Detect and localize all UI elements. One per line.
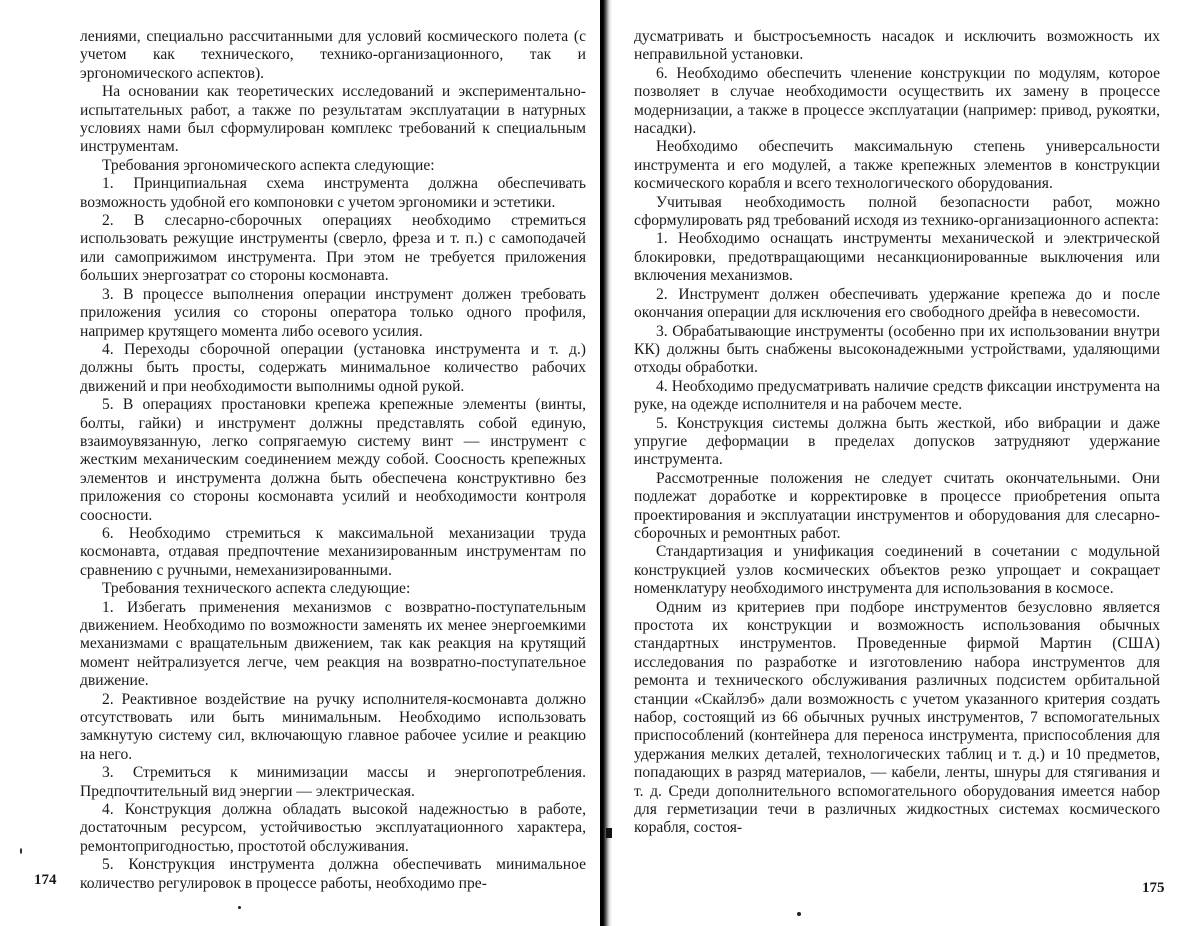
paragraph: На основании как теоретических исследований и экспериментально-испытательных работ, а также по результатам эксплуатации в натурных условиях нами был сформулирован комплекс требований к специальным инструментам. (80, 83, 586, 156)
scan-speck (20, 848, 22, 854)
scan-speck (238, 906, 241, 909)
paragraph: 1. Избегать применения механизмов с возвратно-поступательным движением. Необходимо по возможности заменять их менее энергоемкими механизмами с вращательным движением, так как реакция на крутящий момент нейтрализуется легче, чем реакция на возвратно-поступательное движение. (80, 598, 586, 690)
paragraph: 3. Стремиться к минимизации массы и энергопотребления. Предпочтительный вид энергии — электрическая. (80, 764, 586, 800)
right-page (612, 0, 1200, 926)
paragraph: Одним из критериев при подборе инструментов безусловно является простота их конструкции и возможность использования обычных стандартных инструментов. Проведенные фирмой Мартин (США) исследования по разработке и изготовлению набора инструментов для ремонта и технического обслуживания различных подсистем орбитальной станции «Скайлэб» дали возможность с учетом указанного критерия создать набор, состоящий из 66 обычных ручных инструментов, 7 вспомогательных приспособлений (контейнера для переноса инструмента, приспособления для удержания мелких деталей, технологических таблиц и т. д.) и 10 предметов, попадающих в разряд материалов, — кабели, ленты, шнуры для стягивания и т. д. Среди дополнительного вспомогательного оборудования имеется набор для герметизации течи в различных жидкостных системах космического корабля, состоя- (634, 598, 1160, 837)
paragraph: Учитывая необходимость полной безопасности работ, можно сформулировать ряд требований исходя из технико-организационного аспекта: (634, 193, 1160, 230)
paragraph: 4. Переходы сборочной операции (установка инструмента и т. д.) должны быть просты, содержать минимальное количество рабочих движений и при необходимости выполнимы одной рукой. (80, 340, 586, 395)
paragraph: 6. Необходимо обеспечить членение конструкции по модулям, которое позволяет в случае необходимости осуществить их замену в процессе модернизации, а также в процессе эксплуатации (например: привод, рукоятки, насадки). (634, 64, 1160, 138)
paragraph: дусматривать и быстросъемность насадок и исключить возможность их неправильной установки. (634, 28, 1160, 64)
paragraph: 1. Необходимо оснащать инструменты механической и электрической блокировки, предотвращающими несанкционированные выключения или включения механизмов. (634, 230, 1160, 285)
paragraph: 5. Конструкция инструмента должна обеспечивать минимальное количество регулировок в процессе работы, необходимо пре- (80, 856, 586, 892)
left-page-body (80, 28, 586, 893)
paragraph: Требования эргономического аспекта следующие: (102, 156, 435, 174)
paragraph: Стандартизация и унификация соединений в сочетании с модульной конструкцией узлов космических объектов резко упрощает и сокращает номенклатуру необходимого инструмента для использования в космосе. (634, 543, 1160, 598)
paragraph: лениями, специально рассчитанными для условий космического полета (с учетом как технического, технико-организационного, так и эргономического аспектов). (80, 28, 586, 82)
paragraph: 1. Принципиальная схема инструмента должна обеспечивать возможность удобной его компоновки с учетом эргономики и эстетики. (80, 175, 586, 211)
scan-speck (797, 912, 801, 916)
paragraph: 4. Необходимо предусматривать наличие средств фиксации инструмента на руке, на одежде исполнителя и на рабочем месте. (634, 377, 1160, 414)
paragraph: 3. В процессе выполнения операции инструмент должен требовать приложения усилия со стороны оператора только одного профиля, например крутящего момента либо осевого усилия. (80, 285, 586, 340)
page-number-left: 174 (34, 872, 57, 888)
book-gutter (600, 0, 612, 926)
paragraph: 6. Необходимо стремиться к максимальной механизации труда космонавта, отдавая предпочтение механизированным инструментам по сравнению с ручными, немеханизированными. (80, 524, 586, 579)
page-number-right: 175 (1142, 880, 1165, 896)
paragraph: 4. Конструкция должна обладать высокой надежностью в работе, достаточным ресурсом, устойчивостью эксплуатационного характера, ремонтопригодностью, простотой обслуживания. (80, 801, 586, 855)
paragraph: 5. Конструкция системы должна быть жесткой, ибо вибрации и даже упругие деформации в пределах допусков затрудняют удержание инструмента. (634, 414, 1160, 469)
right-page-body (634, 28, 1160, 838)
paragraph: 3. Обрабатывающие инструменты (особенно при их использовании внутри КК) должны быть снабжены высоконадежными устройствами, удаляющими отходы обработки. (634, 322, 1160, 377)
paragraph: Рассмотренные положения не следует считать окончательными. Они подлежат доработке и корректировке в процессе приобретения опыта проектирования и эксплуатации инструментов и оборудования для слесарно-сборочных и ремонтных работ. (634, 469, 1160, 542)
paragraph: 5. В операциях простановки крепежа крепежные элементы (винты, болты, гайки) и инструмент должны представлять собой единую, взаимоувязанную, легко сопрягаемую систему винт — инструмент с жестким механическим соединением между собой. Соосность крепежных элементов и инструмента должна быть обеспечена конструктивно без приложения со стороны космонавта усилий и необходимости контроля соосности. (80, 396, 586, 524)
paragraph: 2. Инструмент должен обеспечивать удержание крепежа до и после окончания операции для исключения его свободного дрейфа в невесомости. (634, 285, 1160, 322)
paragraph: 2. В слесарно-сборочных операциях необходимо стремиться использовать режущие инструменты (сверло, фреза и т. п.) с самоподачей или самоприжимом инструмента. При этом не требуется приложения больших энергозатрат со стороны космонавта. (80, 212, 586, 285)
paragraph: 2. Реактивное воздействие на ручку исполнителя-космонавта должно отсутствовать или быть минимальным. Необходимо использовать замкнутую систему сил, включающую главное рабочее усилие и реакцию на него. (80, 690, 586, 763)
paragraph: Необходимо обеспечить максимальную степень универсальности инструмента и его модулей, а также крепежных элементов в конструкции космического корабля и всего технологического оборудования. (634, 138, 1160, 193)
paragraph: Требования технического аспекта следующие: (102, 580, 411, 598)
